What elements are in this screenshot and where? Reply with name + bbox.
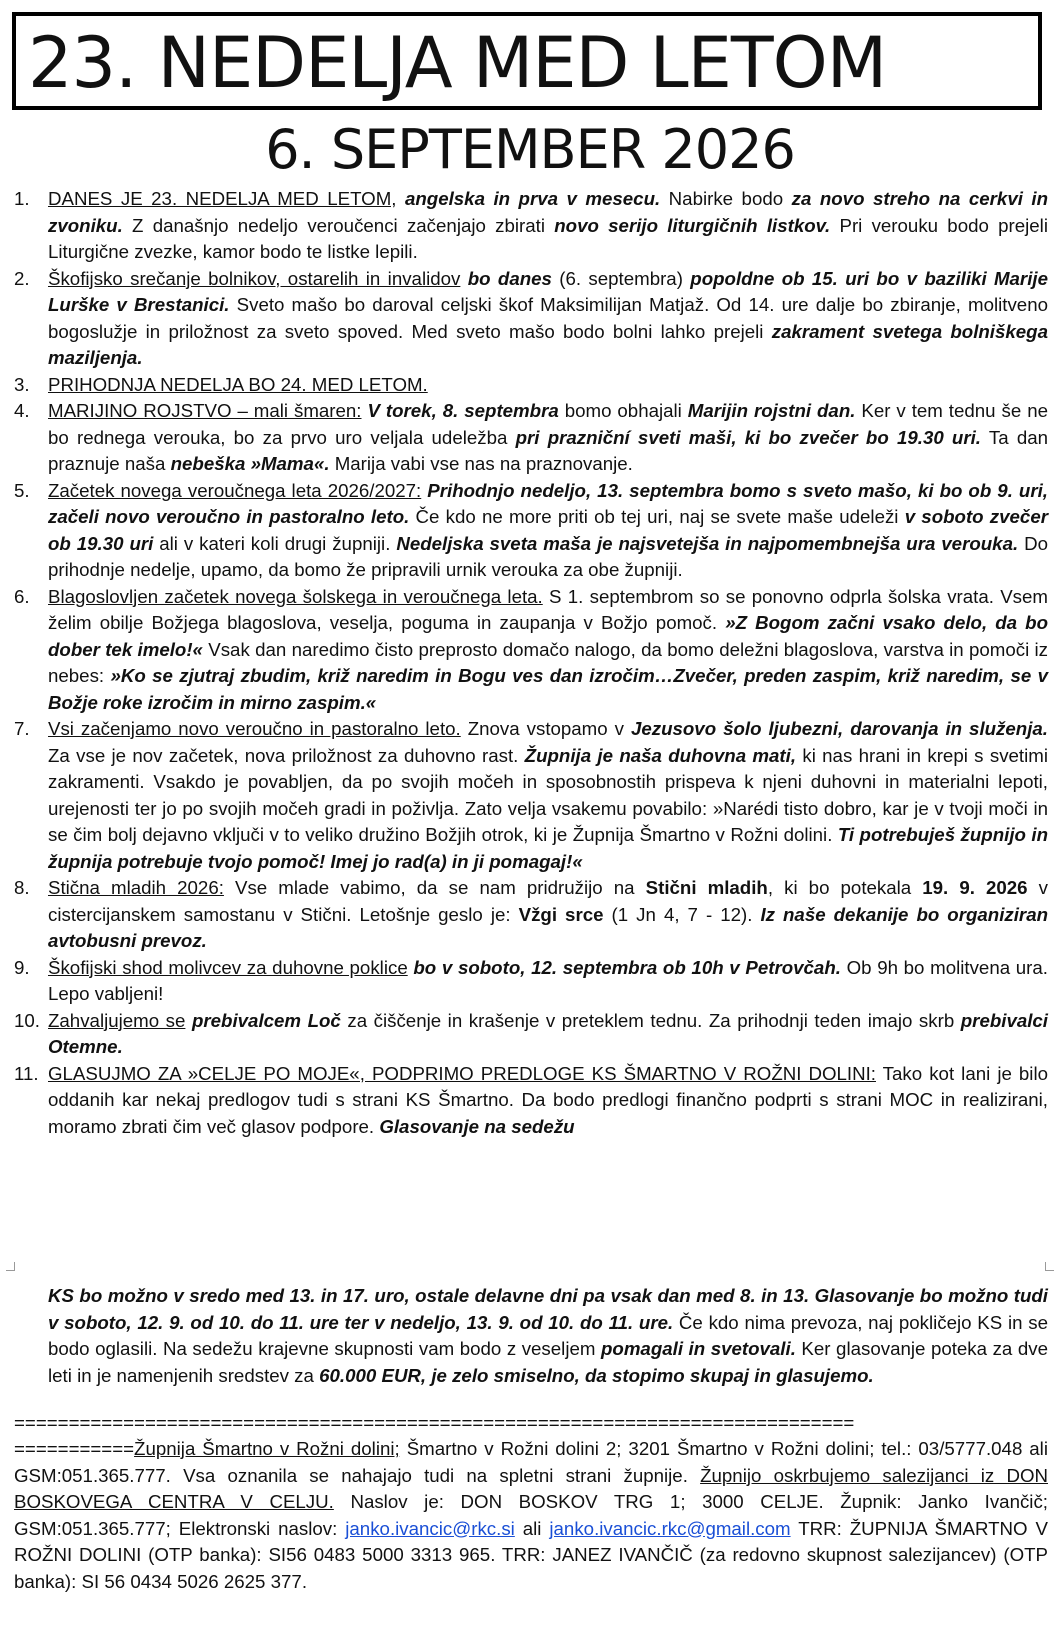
text-run: (6. septembra) — [551, 267, 691, 289]
text-run: Vsi začenjamo novo veroučno in pastoralno leto. — [48, 718, 461, 739]
page-title: 23. NEDELJA MED LETOM — [12, 12, 1042, 110]
item-number: 8. — [14, 877, 30, 898]
text-run: Vsa oznanila se nahajajo tudi na spletni strani župnije. — [183, 1464, 701, 1486]
text-run: Marijin rojstni dan. — [687, 400, 856, 421]
text-run: Župnija Šmartno v Rožni dolini; — [134, 1438, 400, 1459]
text-run: Začetek novega veroučnega leta 2026/2027: — [48, 479, 422, 501]
text-run: prebivalcem Loč — [191, 1009, 341, 1031]
text-run: ali v kateri koli drugi župniji. — [153, 532, 397, 554]
announcement-item — [10, 716, 1048, 875]
text-run: S 1. septembrom so se ponovno odprla šolska vrata. Vsem želim obilje Božjega blagoslova, veselja, poguma in zaupanja v Božjo pomoč. — [48, 585, 1048, 633]
text-run: pomagali in svetovali. — [600, 1338, 796, 1359]
text-run: KS bo možno v sredo med 13. in 17. uro, ostale delavne dni pa vsak dan med 8. in 13. Glasovanje bo možno tudi v soboto, 12. 9. od 10. do 11. ure ter v nedeljo, 13. 9. od 10. do 11. ure. — [48, 1285, 1048, 1333]
parish-footer — [14, 1436, 1048, 1595]
announcement-item — [10, 398, 1048, 478]
text-run: MARIJINO ROJSTVO – mali šmaren: — [48, 400, 362, 421]
text-run: Sveto mašo bo daroval celjski škof Maksimilijan Matjaž. Od 14. ure dalje bo zbiranje, molitveno bogoslužje in priložnost za sveto spoved. Med sveto mašo bodo bolni lahko prejeli — [48, 294, 1048, 342]
text-run: »Ko se zjutraj zbudim, križ naredim in Bogu ves dan izročim…Zvečer, preden zaspim, križ naredim, se v Božje roke izročim in mirno zaspim.« — [48, 665, 1048, 713]
text-run: Ob 9h bo molitvena ura. Lepo vabljeni! — [48, 956, 1048, 1004]
text-run: 60.000 EUR, je zelo smiselno, da stopimo skupaj in glasujemo. — [319, 1364, 874, 1386]
text-run: v soboto zvečer ob 19.30 uri — [48, 506, 1048, 554]
text-run: za čiščenje in krašenje v preteklem tednu. Za prihodnji teden imajo skrb — [340, 1009, 961, 1031]
crop-mark-left — [6, 1262, 15, 1271]
email-link[interactable]: janko.ivancic@rkc.si — [345, 1517, 515, 1539]
text-run: popoldne ob 15. uri bo v baziliki Marije Lurške v Brestanici. — [48, 267, 1048, 315]
text-run: GLASUJMO ZA »CELJE PO MOJE«, PODPRIMO PREDLOGE KS ŠMARTNO V ROŽNI DOLINI: — [48, 1062, 876, 1084]
text-run: 19. 9. 2026 — [922, 877, 1028, 898]
text-run: v cistercijanskem samostanu v Stični. Letošnje geslo je: — [48, 877, 1048, 925]
text-run: Pri verouku bodo prejeli Liturgične zvezke, kamor bodo te listke lepili. — [48, 214, 1048, 262]
text-run: nebeška »Mama«. — [170, 453, 330, 474]
text-run: Župnijo oskrbujemo salezijanci iz DON BOSKOVEGA CENTRA V CELJU. — [14, 1464, 1048, 1512]
separator-line: ============================================================================= — [14, 1412, 855, 1433]
page-date: 6. SEPTEMBER 2026 — [265, 118, 795, 181]
item-number: 11. — [14, 1062, 39, 1084]
text-run — [460, 268, 467, 289]
announcement-item — [10, 1061, 1048, 1141]
text-run: Stična mladih 2026: — [48, 877, 224, 898]
text-run — [396, 188, 405, 209]
announcement-item — [10, 584, 1048, 717]
item-number: 9. — [14, 956, 30, 978]
item-number: 1. — [14, 188, 30, 209]
text-run: PRIHODNJA NEDELJA BO 24. MED LETOM. — [48, 373, 428, 395]
text-run: DANES JE 23. NEDELJA MED LETOM, — [48, 188, 397, 209]
text-run: Iz naše dekanije bo organiziran avtobusni prevoz. — [48, 903, 1049, 951]
text-run: Vsak dan naredimo čisto preprosto domačo nalogo, da bomo deležni blagoslova, varstva in pomoči iz nebes: — [48, 638, 1049, 686]
text-run: Zahvaljujemo se — [48, 1009, 186, 1031]
announcement-continuation — [48, 1283, 1048, 1389]
item-number: 5. — [14, 479, 30, 501]
text-run: Za vse je nov začetek, nova priložnost za duhovno rast. — [48, 744, 525, 766]
text-run: »Z Bogom začni vsako delo, da bo dober tek imelo!« — [48, 612, 1048, 660]
text-run: Znova vstopamo v — [460, 718, 631, 739]
announcement-list — [10, 186, 1048, 1140]
announcement-item — [10, 478, 1048, 584]
text-run: za novo streho na cerkvi in zvoniku. — [48, 188, 1049, 236]
text-run: bo danes — [467, 267, 552, 289]
text-run: pri prazniční sveti maši, ki bo zvečer bo 19.30 uri. — [515, 426, 982, 448]
text-run: Ti potrebuješ župnijo in župnija potrebuje tvojo pomoč! Imej jo rad(a) in ji pomagaj!« — [48, 824, 1048, 872]
text-run: Tako kot lani je bilo oddanih kar nekaj predlogov tudi s strani KS Šmartno. Da bodo predlogi finančno podprti s strani MOC in realizirani, moramo zbrati čim več glasov podpore. — [48, 1062, 1049, 1137]
text-run: Šmartno v Rožni dolini 2; 3201 Šmartno v Rožni dolini; tel.: 03/5777.048 ali GSM:051.365.777. — [14, 1438, 1048, 1486]
text-run: Škofijsko srečanje bolnikov, ostarelih in invalidov — [48, 267, 461, 289]
text-run: Z današnjo nedeljo veroučenci začenjajo zbirati — [122, 214, 555, 236]
item-number: 7. — [14, 718, 30, 739]
text-run: Če kdo nima prevoza, naj pokličejo KS in se bodo oglasili. Na sedežu krajevne skupnosti vam bodo z veseljem — [48, 1311, 1048, 1359]
crop-mark-right — [1045, 1262, 1054, 1271]
text-run: Naslov je: DON BOSKOV TRG 1; 3000 CELJE. Župnik: Janko Ivančič; GSM:051.365.777; Elektronski naslov: — [14, 1491, 1048, 1539]
text-run: , ki bo potekala — [767, 877, 923, 898]
announcement-item — [10, 372, 1048, 399]
text-run: Škofijski shod molivcev za duhovne poklice — [48, 956, 408, 978]
text-run: Župnija je naša duhovna mati, — [524, 744, 797, 766]
item-number: 6. — [14, 585, 30, 607]
item-number: 2. — [14, 267, 30, 289]
text-run: =========== — [14, 1438, 135, 1459]
text-run: novo serijo liturgičnih listkov. — [554, 214, 831, 236]
text-run: V torek, 8. septembra — [367, 400, 559, 421]
text-run: TRR: ŽUPNIJA ŠMARTNO V ROŽNI DOLINI (OTP banka): SI56 0483 5000 3313 965. TRR: JANEZ IVANČIČ (za redovno skupnost salezijancev) (OTP banka): SI 56 0434 5026 2625 377. — [14, 1517, 1048, 1592]
item-number: 4. — [14, 400, 30, 421]
text-run: Vžgi srce — [518, 903, 604, 925]
announcement-item — [10, 955, 1048, 1008]
text-run: ki nas hrani in krepi s svetimi zakramenti. Vsakdo je povabljen, da po svojih močeh in sposobnostih prispeva k njeni duhovni in materialni lepoti, urejenosti ter jo po svojih močeh gradi in poživlja. Zato velja vsakemu povabilo: »Narédi tisto dobro, kar je v tvoji moči in se čim bolj dejavno vključi v to veliko družino Božjih otrok, ki je Župnija Šmartno v Rožni dolini. — [48, 744, 1048, 845]
text-run: Prihodnjo nedeljo, 13. septembra bomo s sveto mašo, ki bo ob 9. uri, začeli novo veroučno in pastoralno leto. — [48, 479, 1048, 527]
text-run: Nabirke bodo — [660, 188, 792, 209]
text-run: Glasovanje na sedežu — [379, 1115, 575, 1137]
announcement-item — [10, 186, 1048, 266]
text-run: ali — [514, 1517, 550, 1539]
text-run: Če kdo ne more priti ob tej uri, naj se svete maše udeleži — [409, 506, 905, 527]
text-run: bo v soboto, 12. septembra ob 10h v Petrovčah. — [413, 956, 841, 978]
text-run: Vse mlade vabimo, da se nam pridružijo na — [223, 877, 646, 898]
announcement-item — [10, 266, 1048, 372]
email-link[interactable]: janko.ivancic.rkc@gmail.com — [549, 1517, 791, 1539]
text-run: (1 Jn 4, 7 - 12). — [603, 903, 761, 925]
page-break — [0, 1262, 1060, 1276]
text-run: Ker v tem tednu še ne bo rednega verouka, bo za prvo uro veljala udeležba — [48, 400, 1048, 448]
text-run: Ker glasovanje poteka za dve leti in je namenjenih sredstev za — [48, 1338, 1048, 1386]
text-run: prebivalci Otemne. — [48, 1009, 1049, 1057]
text-run: bomo obhajali — [558, 400, 688, 421]
text-run: Do prihodnje nedelje, upamo, da bomo že pripravili urnik verouka za obe župniji. — [48, 532, 1048, 580]
item-number: 3. — [14, 373, 30, 395]
text-run: Ta dan praznuje naša — [48, 426, 1048, 474]
announcement-item — [10, 1008, 1048, 1061]
item-number: 10. — [14, 1009, 40, 1031]
text-run: zakrament svetega bolniškega maziljenja. — [48, 320, 1048, 368]
text-run: Blagoslovljen začetek novega šolskega in veroučnega leta. — [48, 585, 543, 607]
text-run: Marija vabi vse nas na praznovanje. — [329, 453, 633, 474]
text-run: Stični mladih — [645, 877, 768, 898]
announcement-item — [10, 875, 1048, 955]
text-run: Jezusovo šolo ljubezni, darovanja in služenja. — [630, 718, 1048, 739]
text-run: angelska in prva v mesecu. — [404, 188, 661, 209]
text-run: Nedeljska sveta maša je najsvetejša in najpomembnejša ura verouka. — [396, 532, 1019, 554]
